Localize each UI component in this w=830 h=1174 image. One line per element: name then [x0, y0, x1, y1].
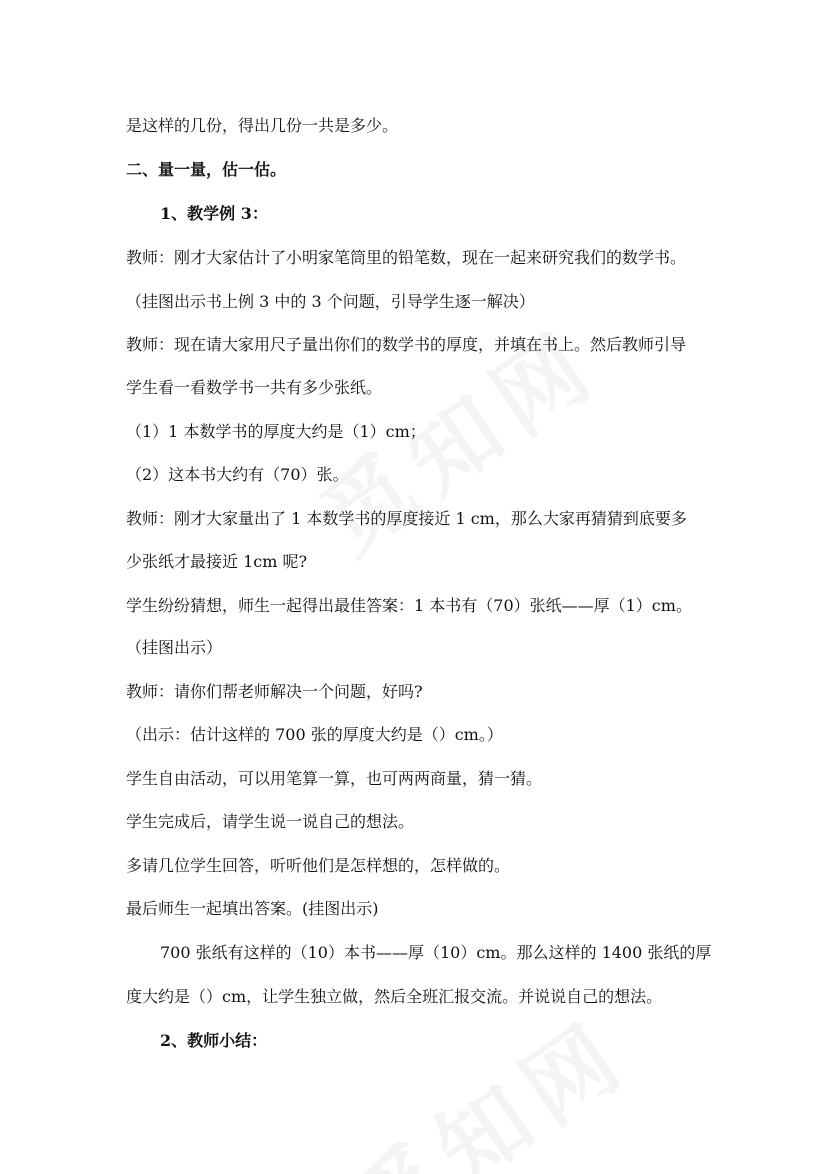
- paragraph-line: 少张纸才最接近 1cm 呢?: [126, 552, 308, 571]
- paragraph-line: 最后师生一起填出答案。(挂图出示): [126, 899, 379, 918]
- watermark: [321, 982, 651, 1174]
- paragraph-line: 700 张纸有这样的（10）本书——厚（10）cm。那么这样的 1400 张纸的厚: [160, 943, 712, 962]
- paragraph-line: 教师：刚才大家量出了 1 本数学书的厚度接近 1 cm，那么大家再猜猜到底要多: [126, 509, 687, 528]
- paragraph-line: 多请几位学生回答，听听他们是怎样想的，怎样做的。: [126, 856, 511, 875]
- list-item: （2）这本书大约有（70）张。: [126, 465, 349, 484]
- paragraph-line: 教师：请你们帮老师解决一个问题，好吗?: [126, 682, 423, 701]
- paragraph-line: 学生自由活动，可以用笔算一算，也可两两商量，猜一猜。: [126, 769, 543, 788]
- list-item: （1）1 本数学书的厚度大约是（1）cm；: [126, 422, 426, 441]
- paragraph-line: 学生完成后，请学生说一说自己的想法。: [126, 812, 415, 831]
- paragraph-line: 学生纷纷猜想，师生一起得出最佳答案：1 本书有（70）张纸——厚（1）cm。: [126, 596, 692, 615]
- paragraph-line: 学生看一看数学书一共有多少张纸。: [126, 378, 383, 397]
- paragraph-line: （挂图出示书上例 3 中的 3 个问题，引导学生逐一解决）: [126, 292, 535, 311]
- paragraph-line: 是这样的几份，得出几份一共是多少。: [126, 116, 399, 135]
- paragraph-line: 教师：现在请大家用尺子量出你们的数学书的厚度，并填在书上。然后教师引导: [126, 335, 687, 354]
- subsection-heading: 2、教师小结：: [160, 1031, 268, 1050]
- section-heading: 二、量一量，估一估。: [126, 160, 287, 179]
- paragraph-line: （出示：估计这样的 700 张的厚度大约是（）cm。）: [126, 725, 503, 744]
- paragraph-line: 教师：刚才大家估计了小明家笔筒里的铅笔数，现在一起来研究我们的数学书。: [126, 248, 687, 267]
- subsection-heading: 1、教学例 3：: [160, 204, 268, 223]
- paragraph-line: 度大约是（）cm，让学生独立做，然后全班汇报交流。并说说自己的想法。: [126, 987, 663, 1006]
- paragraph-line: （挂图出示）: [126, 638, 223, 657]
